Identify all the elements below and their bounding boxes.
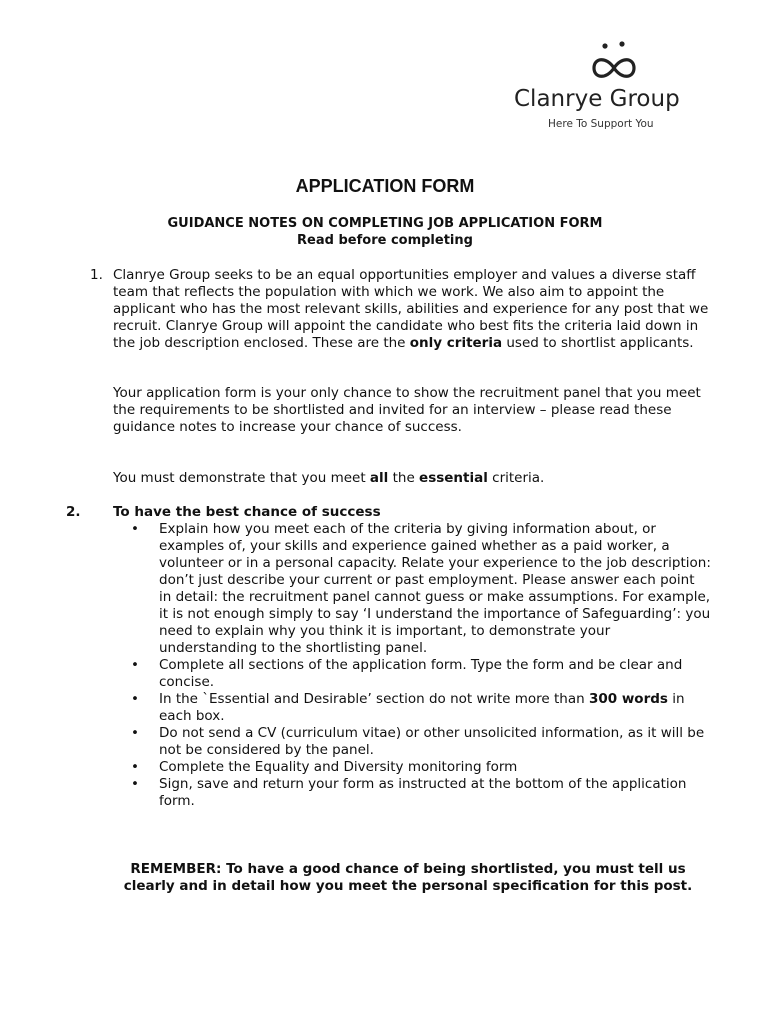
bullet-icon: • xyxy=(131,776,139,792)
bullet-icon: • xyxy=(131,725,139,741)
page-title: APPLICATION FORM xyxy=(295,176,475,196)
bullet-icon: • xyxy=(131,759,139,775)
section2-heading: To have the best chance of success xyxy=(113,504,381,520)
bullet-icon: • xyxy=(131,691,139,707)
section1-number: 1. xyxy=(90,267,103,283)
list-item: • Sign, save and return your form as instructed at the bottom of the application form. xyxy=(131,776,687,809)
success-tips-list xyxy=(131,521,711,810)
section1-paragraph3: You must demonstrate that you meet all the essential criteria. xyxy=(113,470,545,486)
bullet-icon: • xyxy=(131,521,139,537)
bullet-icon: • xyxy=(131,657,139,673)
list-item: • In the `Essential and Desirable’ section do not write more than 300 words in each box. xyxy=(131,691,685,724)
list-item: • Do not send a CV (curriculum vitae) or other unsolicited information, as it will be not be considered by the panel. xyxy=(131,725,705,758)
list-item: • Complete all sections of the application form. Type the form and be clear and concise. xyxy=(131,657,683,690)
section1-paragraph2: Your application form is your only chance to show the recruitment panel that you meet the requirements to be shortlisted and invited for an interview – please read these guidance notes to increase your chance of success. xyxy=(113,385,701,435)
list-item: • Complete the Equality and Diversity monitoring form xyxy=(131,759,518,775)
logo-tagline: Here To Support You xyxy=(548,118,654,130)
infinity-people-icon xyxy=(586,40,642,84)
logo-name: Clanrye Group xyxy=(514,86,680,112)
list-item: • Explain how you meet each of the criteria by giving information about, or examples of, your skills and experience gained whether as a paid worker, a volunteer or in a personal capacity. Relate your experience to the job description: don’t just describe your current or past employment. Please answer each point in detail: the recruitment panel cannot guess or make assumptions. For example, it is not enough simply to say ‘I understand the importance of Safeguarding’: you need to explain why you think it is important, to demonstrate your understanding to the shortlisting panel. xyxy=(131,521,711,656)
section1-paragraph1: Clanrye Group seeks to be an equal opportunities employer and values a diverse staff team that reflects the population with which we work. We also aim to appoint the applicant who has the most relevant skills, abilities and experience for any post that we recruit. Clanrye Group will appoint the candidate who best fits the criteria laid down in the job description enclosed. These are the only criteria used to shortlist applicants. xyxy=(113,267,709,351)
guidance-subheading: Read before completing xyxy=(297,233,473,248)
clanrye-logo xyxy=(514,40,714,135)
section2-number: 2. xyxy=(66,504,81,520)
remember-note: REMEMBER: To have a good chance of being shortlisted, you must tell us clearly and in detail how you meet the personal specification for this post. xyxy=(123,861,693,894)
guidance-heading: GUIDANCE NOTES ON COMPLETING JOB APPLICATION FORM xyxy=(167,216,603,231)
